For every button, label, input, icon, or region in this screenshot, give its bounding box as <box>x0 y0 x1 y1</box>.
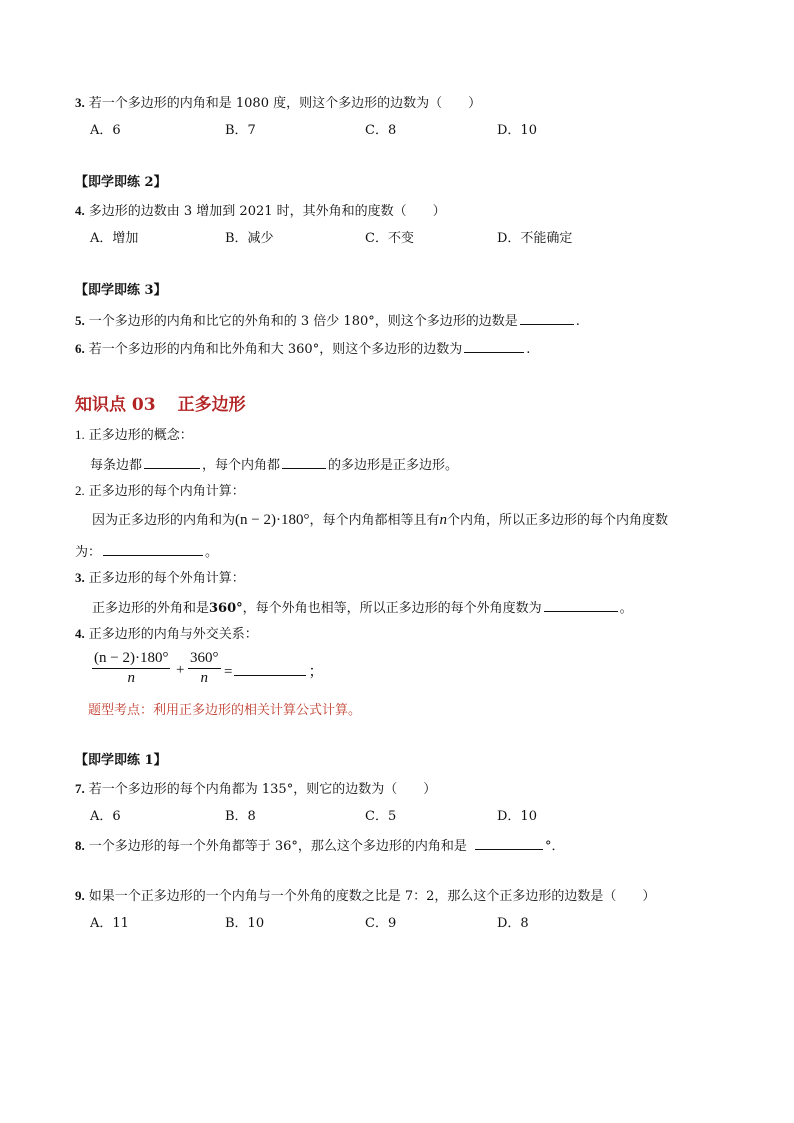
text-c: 的多边形是正多边形。 <box>328 458 459 473</box>
question-number: 3. <box>75 95 85 110</box>
question-end: . <box>526 342 531 357</box>
equals-sign: = <box>224 664 233 680</box>
text-d: 为： <box>75 545 102 560</box>
question-number: 5. <box>75 313 85 328</box>
fraction-denominator: n <box>200 670 208 686</box>
point-text: 正多边形的内角与外交关系： <box>88 627 258 642</box>
option-b: B．减少 <box>225 231 274 246</box>
answer-blank[interactable] <box>464 338 524 353</box>
question-number: 4. <box>75 203 85 218</box>
question-text: 如果一个正多边形的一个内角与一个外角的度数之比是 7：2，那么这个正多边形的边数是（ ） <box>88 889 656 904</box>
point-2 <box>75 482 245 501</box>
point-text: 正多边形的概念： <box>88 428 193 443</box>
question-text: 若一个多边形的内角和比外角和大 360°，则这个多边形的边数为 <box>88 342 463 357</box>
question-5 <box>75 310 580 331</box>
answer-blank[interactable] <box>282 454 326 469</box>
point-number: 1. <box>75 427 85 442</box>
point-4 <box>75 625 258 644</box>
question-text: 一个多边形的每一个外角都等于 36°，那么这个多边形的内角和是 <box>88 839 467 854</box>
answer-blank[interactable] <box>475 835 543 850</box>
question-6 <box>75 338 530 359</box>
question-9 <box>75 887 655 906</box>
section-title: 正多边形 <box>177 395 246 415</box>
option-b: B．10 <box>225 916 265 931</box>
point-number: 2. <box>75 483 85 498</box>
option-d: D．8 <box>497 916 529 931</box>
question-7 <box>75 780 436 799</box>
option-a: A．增加 <box>90 231 139 246</box>
option-c: C．不变 <box>365 231 414 246</box>
option-d: D．10 <box>497 809 537 824</box>
option-c: C．5 <box>365 809 397 824</box>
section-label: 知识点 03 <box>75 395 156 415</box>
question-text: 一个多边形的内角和比它的外角和的 3 倍少 180°，则这个多边形的边数是 <box>88 314 518 329</box>
fraction-interior <box>92 650 170 687</box>
equation-end: ； <box>308 664 324 680</box>
point-1-body <box>90 454 458 475</box>
fraction-denominator: n <box>127 670 135 686</box>
answer-blank[interactable] <box>234 661 306 676</box>
plus-sign: + <box>176 662 185 678</box>
text-c: 。 <box>619 601 633 616</box>
option-c: C．8 <box>365 123 397 138</box>
point-number: 4. <box>75 626 85 641</box>
question-end: . <box>575 314 580 329</box>
point-3 <box>75 569 245 588</box>
answer-blank[interactable] <box>103 541 203 556</box>
option-a: A．11 <box>90 916 129 931</box>
option-d: D．10 <box>497 123 537 138</box>
text-c: 个内角，所以正多边形的每个内角度数 <box>446 513 668 528</box>
topic-tip: 题型考点：利用正多边形的相关计算公式计算。 <box>88 703 362 718</box>
question-text: 若一个多边形的每个内角都为 135°，则它的边数为（ ） <box>88 782 437 797</box>
text-a: 每条边都 <box>90 458 143 473</box>
practice-label: 【即学即练 2】 <box>75 175 167 190</box>
text-e: 。 <box>205 545 219 560</box>
fraction-numerator: 360° <box>188 650 221 669</box>
question-text: 多边形的边数由 3 增加到 2021 时，其外角和的度数（ ） <box>88 204 446 219</box>
question-number: 9. <box>75 888 85 903</box>
section-heading <box>75 390 246 415</box>
practice-label: 【即学即练 1】 <box>75 753 167 768</box>
text-a: 因为正多边形的内角和为 <box>92 513 236 528</box>
option-a: A．6 <box>90 809 121 824</box>
fraction-exterior <box>188 650 221 687</box>
point-3-body <box>92 597 633 618</box>
fraction-numerator: (n − 2)·180° <box>92 650 170 669</box>
answer-blank[interactable] <box>144 454 200 469</box>
answer-blank[interactable] <box>544 597 618 612</box>
point-2-body <box>92 511 668 530</box>
question-8 <box>75 835 564 856</box>
answer-blank[interactable] <box>520 310 574 325</box>
point-number: 3. <box>75 570 85 585</box>
text-b: ，每个外角也相等，所以正多边形的每个外角度数为 <box>242 601 542 616</box>
text-b: ，每个内角都 <box>202 458 281 473</box>
question-number: 7. <box>75 781 85 796</box>
question-number: 6. <box>75 341 85 356</box>
point-4-equation <box>224 661 323 681</box>
text-b: ，每个内角都相等且有 <box>309 513 440 528</box>
point-text: 正多边形的每个内角计算： <box>88 484 245 499</box>
text-a: 正多边形的外角和是 <box>92 601 210 616</box>
option-b: B．8 <box>225 809 256 824</box>
point-1 <box>75 426 193 445</box>
question-number: 8. <box>75 838 85 853</box>
option-b: B．7 <box>225 123 256 138</box>
question-text: 若一个多边形的内角和是 1080 度，则这个多边形的边数为（ ） <box>88 96 482 111</box>
bold-value: 360° <box>209 601 243 616</box>
question-end: °． <box>544 839 565 854</box>
option-c: C．9 <box>365 916 397 931</box>
variable-n: n <box>439 512 447 528</box>
practice-label: 【即学即练 3】 <box>75 283 167 298</box>
point-2-body-cont <box>75 541 218 562</box>
question-3 <box>75 94 481 113</box>
question-4 <box>75 202 446 221</box>
point-text: 正多边形的每个外角计算： <box>88 571 245 586</box>
formula: (n − 2)·180° <box>235 512 310 528</box>
option-a: A．6 <box>90 123 121 138</box>
option-d: D．不能确定 <box>497 231 573 246</box>
